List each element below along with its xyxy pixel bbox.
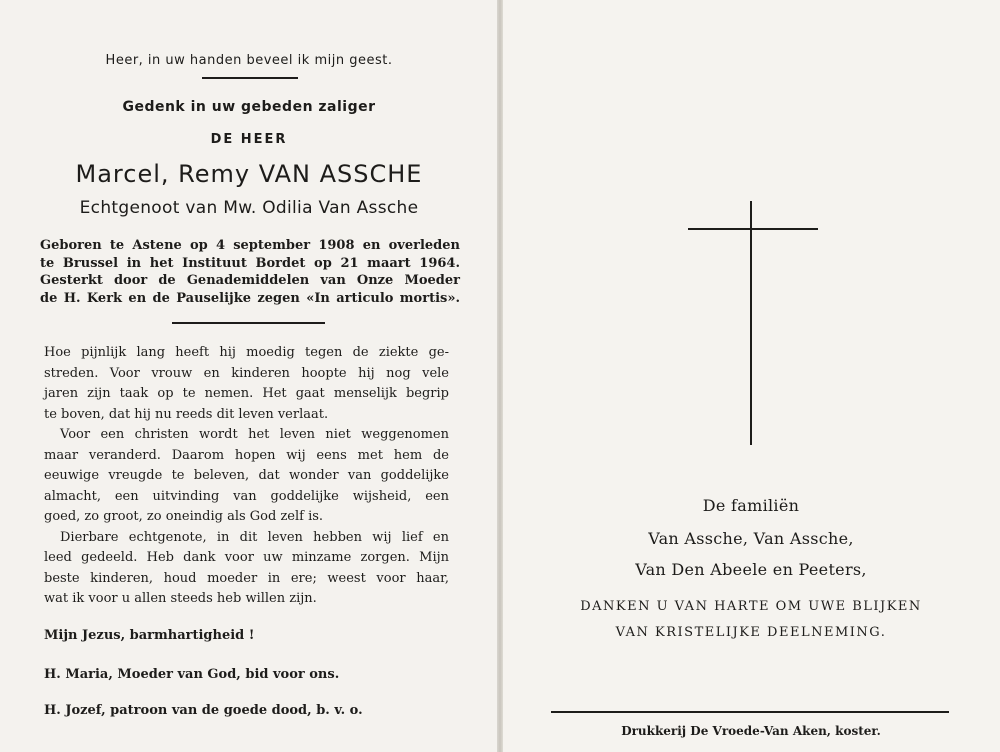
bio-line: te Brussel in het Instituut Bordet op 21 maart 1964. bbox=[40, 255, 460, 271]
family-names: Van Den Abeele en Peeters, bbox=[635, 560, 867, 579]
prayer-line: H. Jozef, patroon van de goede dood, b. v. o. bbox=[44, 703, 363, 718]
cross-icon-bar bbox=[688, 228, 818, 230]
verse-line: jaren zijn taak op te nemen. Het gaat menselijk begrip bbox=[44, 386, 449, 401]
verse-line: Hoe pijnlijk lang heeft hij moedig tegen de ziekte ge- bbox=[44, 345, 449, 360]
memorial-text bbox=[44, 343, 449, 610]
footer-divider bbox=[551, 711, 949, 713]
verse-line: Voor een christen wordt het leven niet weggenomen bbox=[60, 427, 449, 442]
biography bbox=[40, 237, 460, 307]
verse-line: wat ik voor u allen steeds heb willen zijn. bbox=[44, 591, 317, 606]
prayer-line: H. Maria, Moeder van God, bid voor ons. bbox=[44, 667, 340, 682]
bio-line: Gesterkt door de Genademiddelen van Onze Moeder bbox=[40, 273, 460, 288]
motto-underline bbox=[202, 77, 298, 79]
printer-credit: Drukkerij De Vroede-Van Aken, koster. bbox=[621, 724, 881, 738]
verse-line: eeuwige vreugde te beleven, dat wonder van goddelijke bbox=[44, 468, 449, 483]
verse-line: beste kinderen, houd moeder in ere; weest voor haar, bbox=[44, 570, 449, 586]
verse-line: Dierbare echtgenote, in dit leven hebben wij lief en bbox=[60, 529, 449, 545]
spouse-line: Echtgenoot van Mw. Odilia Van Assche bbox=[79, 198, 419, 218]
thanks-line: VAN KRISTELIJKE DEELNEMING. bbox=[615, 625, 887, 640]
motto: Heer, in uw handen beveel ik mijn geest. bbox=[105, 53, 393, 68]
deceased-name: Marcel, Remy VAN ASSCHE bbox=[75, 160, 423, 188]
verse-line: streden. Voor vrouw en kinderen hoopte hij nog vele bbox=[44, 365, 449, 381]
bio-line: Geboren te Astene op 4 september 1908 en overleden bbox=[40, 238, 460, 253]
remembrance-line: Gedenk in uw gebeden zaliger bbox=[122, 99, 376, 115]
bio-line: de H. Kerk en de Pauselijke zegen «In articulo mortis». bbox=[40, 290, 460, 306]
verse-line: maar veranderd. Daarom hopen wij eens met hem de bbox=[44, 447, 449, 463]
honorific: DE HEER bbox=[210, 132, 288, 147]
family-heading: De familiën bbox=[702, 496, 800, 515]
verse-line: goed, zo groot, zo oneindig als God zelf is. bbox=[44, 509, 324, 524]
verse-line: almacht, een uitvinding van goddelijke wijsheid, een bbox=[44, 488, 449, 504]
section-divider bbox=[172, 322, 325, 324]
thanks-line: DANKEN U VAN HARTE OM UWE BLIJKEN bbox=[580, 599, 922, 614]
cross-icon bbox=[750, 201, 752, 445]
verse-line: leed gedeeld. Heb dank voor uw minzame zorgen. Mijn bbox=[44, 550, 449, 565]
verse-line: te boven, dat hij nu reeds dit leven verlaat. bbox=[44, 406, 329, 422]
prayer-line: Mijn Jezus, barmhartigheid ! bbox=[44, 628, 255, 643]
family-names: Van Assche, Van Assche, bbox=[648, 529, 854, 548]
